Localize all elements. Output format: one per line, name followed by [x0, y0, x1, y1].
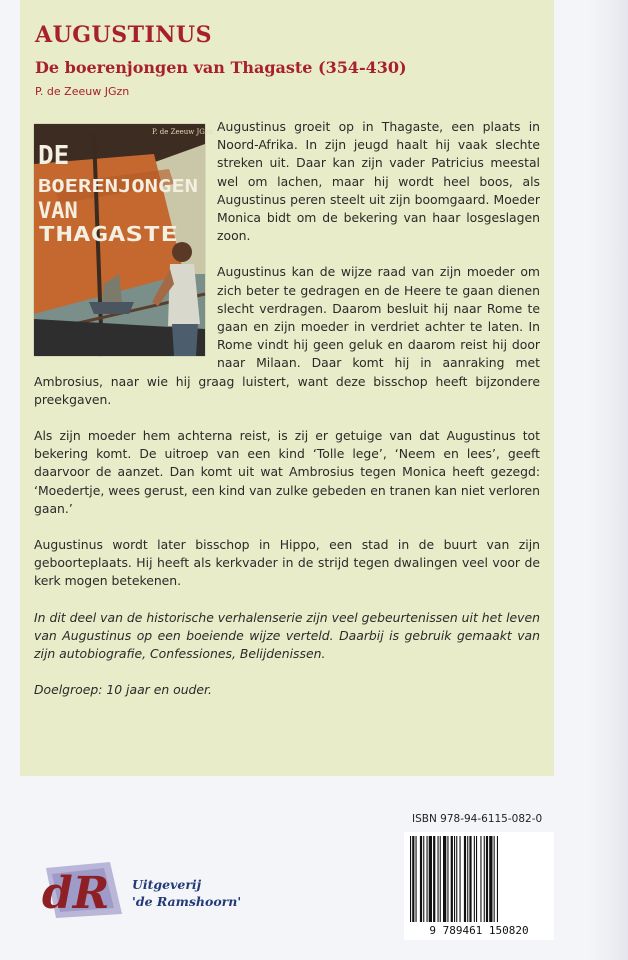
blurb-paragraph-4: Augustinus wordt later bisschop in Hippo, een stad in de buurt van zijn geboorteplaats. Hij heeft als kerkvader in de strijd tegen dwalingen veel voor de kerk mogen betekenen. — [34, 537, 540, 589]
isbn-label: ISBN 978-94-6115-082-0 — [412, 813, 543, 825]
barcode-bar — [454, 836, 455, 922]
cover-title-line-3: VAN — [38, 199, 78, 224]
blurb-paragraph-3: Als zijn moeder hem achterna reist, is zij er getuige van dat Augustinus tot bekering komt. De uitroep van een kind ‘Tolle lege’, ‘Neem en lees’, geeft daarvoor de aanzet. Dan komt uit wat Ambrosius tegen Monica heeft gezegd: ‘Moedertje, wees gerust, een kind van zulke gebeden en tranen kan niet verloren gaan.’ — [34, 428, 540, 516]
barcode-bar — [476, 836, 477, 922]
spine-shade — [588, 0, 628, 960]
barcode-bar — [469, 836, 471, 922]
cover-title-line-2: BOERENJONGEN — [38, 176, 198, 197]
barcode-bar — [484, 836, 485, 922]
barcode-bar — [416, 836, 417, 922]
isbn-barcode — [404, 832, 554, 940]
barcode-bar — [494, 836, 495, 922]
barcode-bar — [460, 836, 461, 922]
barcode-bar — [423, 836, 424, 922]
book-author: P. de Zeeuw JGzn — [35, 85, 130, 98]
barcode-bar — [443, 836, 446, 922]
barcode-bar — [440, 836, 441, 922]
blurb-paragraph-1: Augustinus groeit op in Thagaste, een plaats in Noord-Afrika. In zijn jeugd haalt hij vaak slechte streken uit. Daar kan zijn vader Patricius meestal wel om lachen, maar hij wordt heel boos, als Augustinus peren steelt uit zijn boomgaard. Moeder Monica bidt om de bekering van haar losgeslagen zoon. — [217, 119, 540, 244]
barcode-graphic — [404, 832, 554, 940]
blurb-audience: Doelgroep: 10 jaar en ouder. — [34, 682, 212, 698]
publisher-logo — [38, 860, 124, 926]
barcode-bar — [456, 836, 457, 922]
barcode-bar — [427, 836, 428, 922]
barcode-bar — [497, 836, 498, 922]
book-title: AUGUSTINUS — [35, 22, 212, 48]
blurb — [34, 118, 540, 717]
barcode-bar — [480, 836, 481, 922]
blurb-paragraph-2: Augustinus kan de wijze raad van zijn moeder om zich beter te gedragen en de Heere te gaan dienen slecht verdragen. Daarom besluit hij naar Rome te gaan en zijn moeder in verdriet achter te laten. In Rome vindt hij geen geluk en daarom reist hij door naar Milaan. Daar komt hij in aanraking met Ambrosius, naar wie hij graag luistert, want deze bisschop heeft bijzondere preekgaven. — [34, 264, 540, 407]
barcode-bar — [451, 836, 453, 922]
barcode-bar — [412, 836, 414, 922]
barcode-bar — [486, 836, 488, 922]
barcode-bar — [474, 836, 475, 922]
barcode-digits: 9 789461 150820 — [429, 924, 529, 937]
barcode-bar — [429, 836, 432, 922]
publisher-name-line-1: Uitgeverij — [132, 877, 202, 892]
blurb-series-note: In dit deel van de historische verhalenserie zijn veel gebeurtenissen uit het leven van Augustinus op een boeiende wijze verteld. Daarbij is gebruik gemaakt van zijn autobiografie, Confessiones, Belijdenissen. — [34, 609, 540, 662]
barcode-bar — [464, 836, 466, 922]
barcode-bar — [438, 836, 439, 922]
barcode-bar — [420, 836, 422, 922]
barcode-bar — [447, 836, 448, 922]
cover-title-line-1: DE — [38, 141, 70, 171]
cover-author-text: P. de Zeeuw JGzn — [152, 128, 214, 136]
cover-title-line-4: THAGASTE — [38, 222, 178, 246]
barcode-bar — [410, 836, 411, 922]
barcode-bar — [433, 836, 435, 922]
barcode-bar — [467, 836, 468, 922]
publisher-name-line-2: 'de Ramshoorn' — [132, 894, 242, 909]
logo-letters: dR — [42, 868, 110, 919]
book-subtitle: De boerenjongen van Thagaste (354-430) — [35, 58, 407, 77]
cover-float-spacer — [34, 118, 217, 358]
barcode-bar — [489, 836, 492, 922]
ramshoorn-logo-icon — [38, 860, 124, 922]
